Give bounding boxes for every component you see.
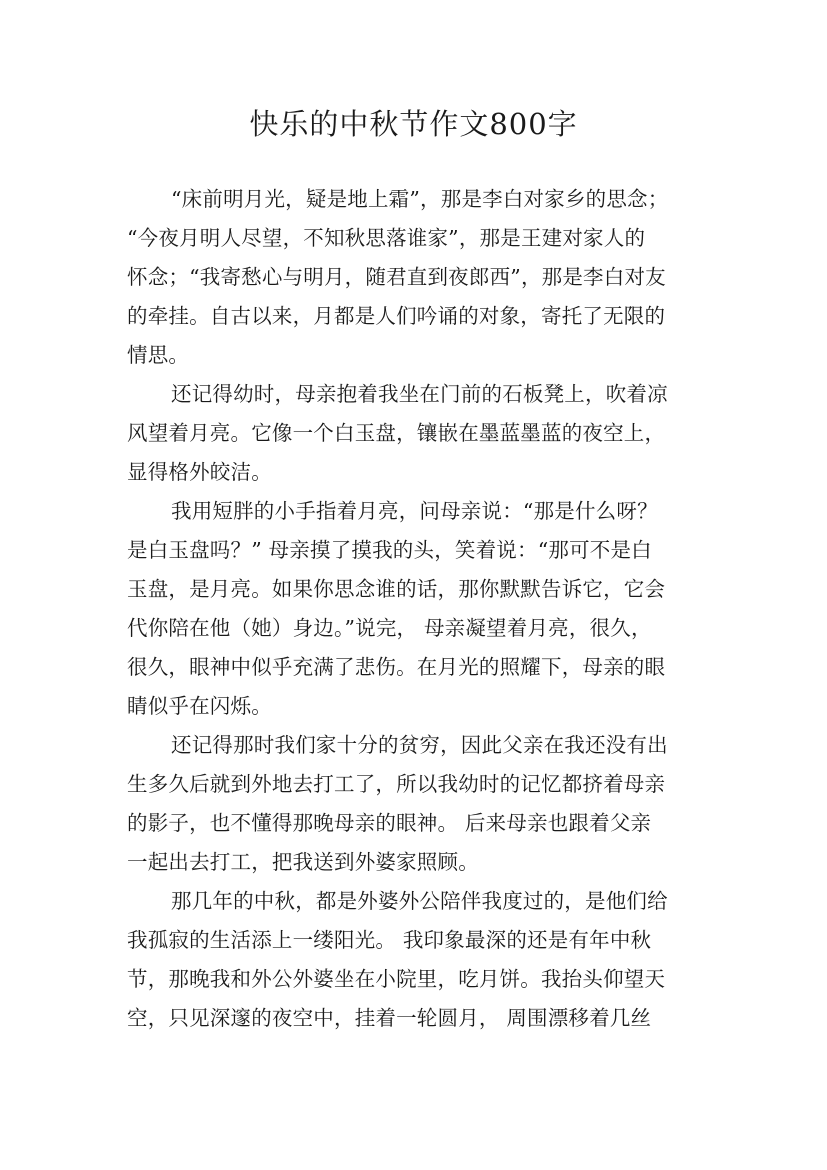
- paragraph: [127, 726, 727, 882]
- text-line: 睛似乎在闪烁。: [127, 694, 272, 718]
- text-line: 的影子，也不懂得那晚母亲的眼神。 后来母亲也跟着父亲: [127, 811, 652, 835]
- text-line: 我孤寂的生活添上一缕阳光。 我印象最深的还是有年中秋: [127, 928, 652, 952]
- text-line: 的牵挂。自古以来，月都是人们吟诵的对象，寄托了无限的: [127, 304, 666, 328]
- text-line: 显得格外皎洁。: [127, 460, 272, 484]
- text-line: 情思。: [127, 343, 190, 367]
- text-line: 是白玉盘吗？” 母亲摸了摸我的头，笑着说：“那可不是白: [127, 538, 652, 562]
- text-line: 节，那晚我和外公外婆坐在小院里，吃月饼。我抬头仰望天: [127, 967, 666, 991]
- paragraph: [127, 492, 727, 726]
- text-line: 那几年的中秋，都是外婆外公陪伴我度过的，是他们给: [171, 889, 668, 913]
- text-line: 风望着月亮。它像一个白玉盘，镶嵌在墨蓝墨蓝的夜空上，: [127, 421, 666, 445]
- text-line: 代你陪在他（她）身边。”说完， 母亲凝望着月亮，很久，: [127, 616, 652, 640]
- text-line: 怀念；“我寄愁心与明月，随君直到夜郎西”，那是李白对友: [127, 265, 666, 289]
- text-line: 很久，眼神中似乎充满了悲伤。在月光的照耀下，母亲的眼: [127, 655, 666, 679]
- text-line: 生多久后就到外地去打工了，所以我幼时的记忆都挤着母亲: [127, 772, 666, 796]
- text-line: 还记得幼时，母亲抱着我坐在门前的石板凳上，吹着凉: [171, 382, 668, 406]
- paragraph: [127, 375, 727, 492]
- document-body: [127, 180, 727, 1038]
- text-line: “床前明月光，疑是地上霜”，那是李白对家乡的思念；: [171, 187, 669, 211]
- text-line: 我用短胖的小手指着月亮，问母亲说：“那是什么呀？: [171, 499, 658, 523]
- text-line: 还记得那时我们家十分的贫穷，因此父亲在我还没有出: [171, 733, 668, 757]
- paragraph: [127, 882, 727, 1038]
- text-line: 空，只见深邃的夜空中，挂着一轮圆月， 周围漂移着几丝: [127, 1006, 652, 1030]
- text-line: 一起出去打工，把我送到外婆家照顾。: [127, 850, 479, 874]
- paragraph: [127, 180, 727, 375]
- text-line: 玉盘，是月亮。如果你思念谁的话，那你默默告诉它，它会: [127, 577, 666, 601]
- text-line: “今夜月明人尽望，不知秋思落谁家”，那是王建对家人的: [127, 226, 646, 250]
- document-title: 快乐的中秋节作文800字: [249, 107, 578, 141]
